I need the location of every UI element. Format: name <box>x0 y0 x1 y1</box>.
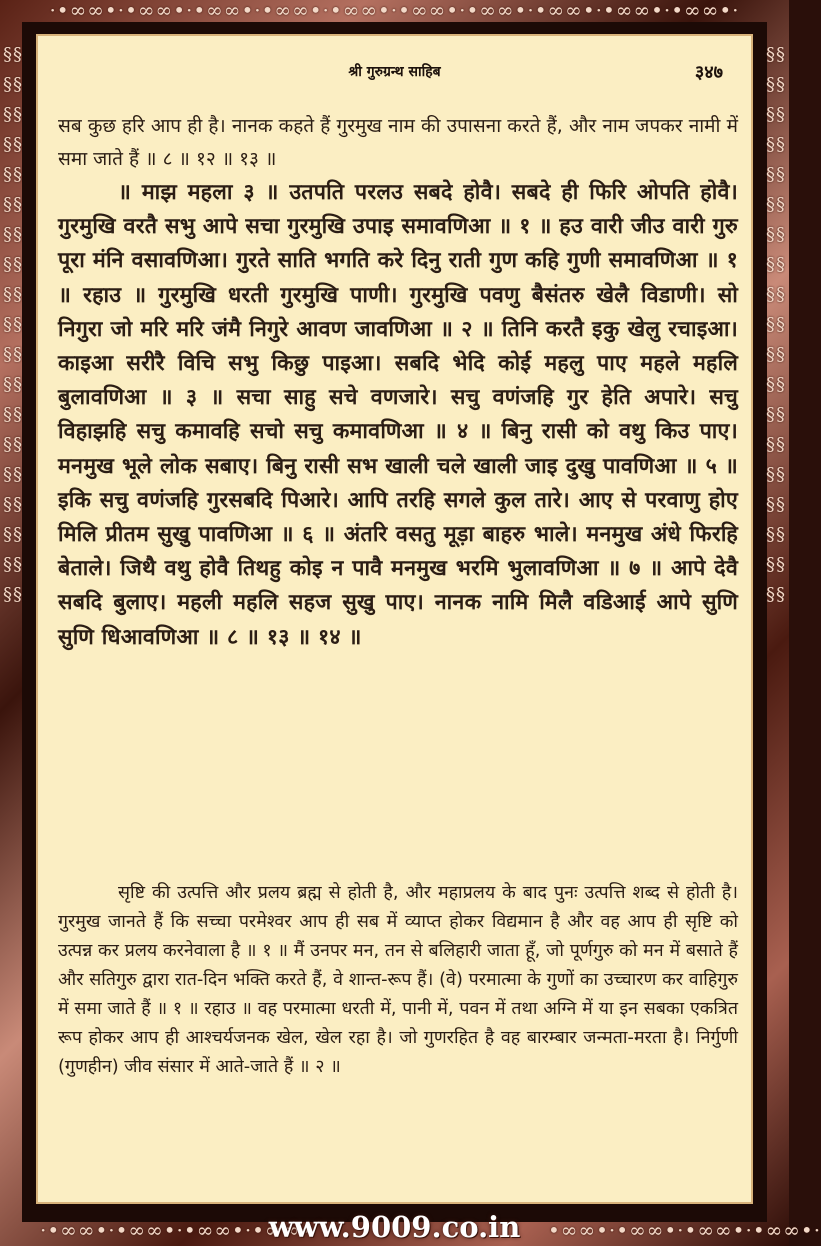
book-title: श्री गुरुग्रन्थ साहिब <box>348 64 441 80</box>
scripture-page <box>36 34 753 1204</box>
intro-paragraph: सब कुछ हरि आप ही है। नानक कहते हैं गुरमुख नाम की उपासना करते हैं, और नाम जपकर नामी में समा जाते हैं ॥ ८ ॥ १२ ॥ १३ ॥ <box>58 115 738 170</box>
website-link[interactable]: www.9009.co.in <box>268 1210 521 1244</box>
left-ornament: §§§§§§§§§§§§§§§§§§§§§§§§§§§§§§§§§§§§§§ <box>3 44 23 605</box>
commentary-paragraph <box>58 878 738 1081</box>
commentary-text: सृष्टि की उत्पत्ति और प्रलय ब्रह्म से होती है, और महाप्रलय के बाद पुनः उत्पत्ति शब्द से होती है। गुरमुख जानते हैं कि सच्चा परमेश्वर आप ही सब में व्याप्त होकर विद्यमान है और वह आप ही सृष्टि को उत्पन्न कर प्रलय करनेवाला है ॥ १ ॥ मैं उनपर मन, तन से बलिहारी जाता हूँ, जो पूर्णगुरु को मन में बसाते हैं और सतिगुरु द्वारा रात-दिन भक्ति करते हैं, वे शान्त-रूप हैं। (वे) परमात्मा के गुणों का उच्चारण कर वाहिगुरु में समा जाते हैं ॥ १ ॥ रहाउ ॥ वह परमात्मा धरती में, पानी में, पवन में तथा अग्नि में या इन सबका एकत्रित रूप होकर आप ही आश्चर्यजनक खेल, खेल रहा है। जो गुणरहित है वह बारम्बार जन्मता-मरता है। निर्गुणी (गुणहीन) जीव संसार में आते-जाते हैं ॥ २ ॥ <box>58 882 738 1077</box>
bottom-right-ornament: •∞∞•·•∞∞•·•∞∞•·•∞∞•· <box>548 1218 821 1242</box>
right-ornament: §§§§§§§§§§§§§§§§§§§§§§§§§§§§§§§§§§§§§§ <box>766 44 786 605</box>
bottom-left-ornament: ·•∞∞•·•∞∞•·•∞∞•·•∞∞• <box>40 1218 314 1242</box>
verse-text: ॥ माझ महला ३ ॥ उतपति परलउ सबदे होवै। सबदे ही फिरि ओपति होवै। गुरमुखि वरतै सभु आपे सचा गुरमुखि उपाइ समावणिआ ॥ १ ॥ हउ वारी जीउ वारी गुरु पूरा मंनि वसावणिआ। गुरते साति भगति करे दिनु राती गुण कहि गुणी समावणिआ ॥ १ ॥ रहाउ ॥ गुरमुखि धरती गुरमुखि पाणी। गुरमुखि पवणु बैसंतरु खेलै विडाणी। सो निगुरा जो मरि मरि जंमै निगुरे आवण जावणिआ ॥ २ ॥ तिनि करतै इकु खेलु रचाइआ। काइआ सरीरै विचि सभु किछु पाइआ। सबदि भेदि कोई महलु पाए महले महलि बुलावणिआ ॥ ३ ॥ सचा साहु सचे वणजारे। सचु वणंजहि गुर हेति अपारे। सचु विहाझहि सचु कमावहि सचो सचु कमावणिआ ॥ ४ ॥ बिनु रासी को वथु किउ पाए। मनमुख भूले लोक सबाए। बिनु रासी सभ खाली चले खाली जाइ दुखु पावणिआ ॥ ५ ॥ इकि सचु वणंजहि गुरसबदि पिआरे। आपि तरहि सगले कुल तारे। आए से परवाणु होए मिलि प्रीतम सुखु पावणिआ ॥ ६ ॥ अंतरि वसतु मूड़ा बाहरु भाले। मनमुख अंधे फिरहि बेताले। जिथै वथु होवै तिथहु कोइ न पावै मनमुख भरमि भुलावणिआ ॥ ७ ॥ आपे देवै सबदि बुलाए। महली महलि सहज सुखु पाए। नानक नामि मिलै वडिआई आपे सुणि सुणि धिआवणिआ ॥ ८ ॥ १३ ॥ १४ ॥ <box>58 180 738 650</box>
top-ornament: ·•∞∞•·•∞∞•·•∞∞•·•∞∞•·•∞∞•·•∞∞•·•∞∞•·•∞∞•·•∞∞•·•∞∞•· <box>49 0 740 22</box>
page-number: ३४७ <box>694 62 723 83</box>
gurbani-verse <box>58 176 738 655</box>
page-header <box>38 62 751 86</box>
